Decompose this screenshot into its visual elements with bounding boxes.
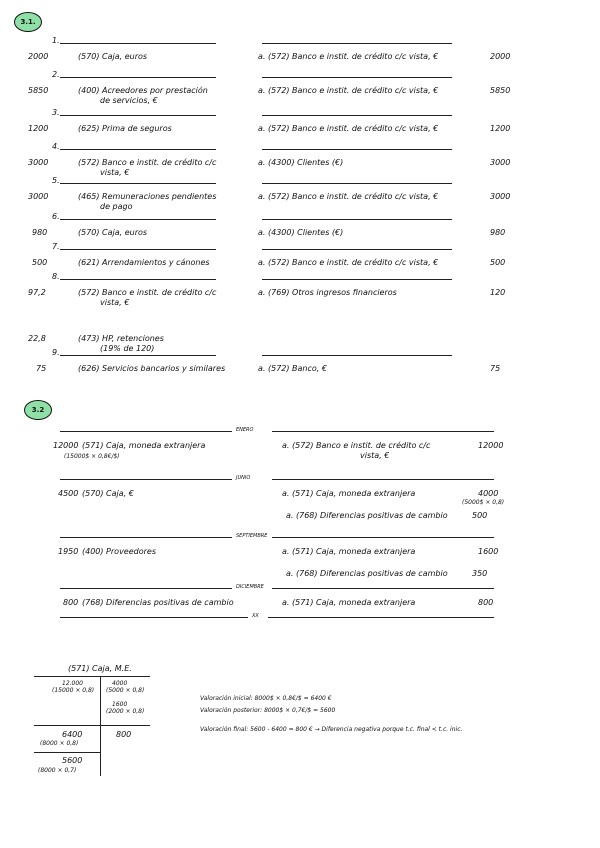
left-rule [60,219,216,220]
debit-account: (570) Caja, euros [78,52,148,61]
credit-amount: 1200 [490,124,511,133]
section-badge-3-1: 3.1. [14,12,42,32]
debit-amount: 5850 [28,86,49,95]
credit-account: a. (572) Banco e instit. de crédito c/c vista, € [258,258,439,267]
right-rule [262,249,452,250]
entry-number: 2. [52,70,60,79]
debit-account-cont: vista, € [100,168,130,177]
credit-amount-b: 350 [472,569,488,578]
entry-number: 6. [52,212,60,221]
debit-amount: 4500 [58,489,79,498]
credit-account: a. (4300) Clientes (€) [258,228,344,237]
debit-account: (400) Proveedores [82,547,156,556]
debit-amount: 12000 [53,441,79,450]
debit-account: (465) Remuneraciones pendientes [78,192,217,201]
debit-account-cont: de pago [100,202,133,211]
credit-amount: 75 [490,364,501,373]
section-badge-3-2: 3.2 [24,400,52,420]
separator-right [272,588,494,589]
note-later-valuation: Valoración posterior: 8000$ × 0,7€/$ = 5600 [200,707,336,714]
debit-amount: 980 [32,228,48,237]
debit-account: (400) Acreedores por prestación [78,86,208,95]
t-credit-2: 1600 [112,701,128,708]
separator-right [272,479,494,480]
debit-account: (626) Servicios bancarios y similares [78,364,226,373]
credit-account: a. (572) Banco, € [258,364,327,373]
debit-account: (768) Diferencias positivas de cambio [82,598,234,607]
credit-amount: 4000 [478,489,499,498]
left-rule [60,249,216,250]
note-final-valuation: Valoración final: 5600 - 6400 = 800 € → Diferencia negativa porque t.c. final < t.c. inic. [200,726,463,733]
debit-amount: 22,8 [28,334,46,343]
debit-account: (571) Caja, moneda extranjera [82,441,206,450]
t-debit-2: 6400 [62,730,83,739]
separator-left [60,588,232,589]
credit-amount: 800 [478,598,494,607]
credit-account: a. (572) Banco e instit. de crédito c/c [282,441,431,450]
right-rule [262,279,452,280]
debit-account-cont: vista, € [100,298,130,307]
right-rule [262,149,452,150]
right-rule [262,183,452,184]
separator-label: DICIEMBRE [236,584,264,590]
debit-amount: 500 [32,258,48,267]
entry-number: 7. [52,242,60,251]
separator-label: JUNIO [236,475,251,481]
t-credit-1: 4000 [112,680,128,687]
debit-account: (570) Caja, € [82,489,134,498]
credit-amount: 12000 [478,441,504,450]
t-debit-1: 12.000 [62,680,83,687]
credit-amount: 3000 [490,158,511,167]
t-debit-3-note: (8000 × 0,7) [38,767,77,774]
t-credit-1-note: (5000 × 0,8) [106,687,145,694]
entry-number: 1. [52,36,60,45]
debit-amount: 3000 [28,158,49,167]
separator-left [60,479,232,480]
credit-account: a. (769) Otros ingresos financieros [258,288,397,297]
t-debit-2-note: (8000 × 0,8) [40,740,79,747]
entry-number: 3. [52,108,60,117]
debit-account: (572) Banco e instit. de crédito c/c [78,288,217,297]
separator-right [272,431,494,432]
credit-amount: 2000 [490,52,511,61]
separator-label: SEPTIEMBRE [236,533,268,539]
debit-amount: 97,2 [28,288,46,297]
separator-left [60,431,232,432]
separator-left [60,537,232,538]
right-rule [262,43,452,44]
left-rule [60,77,216,78]
credit-account: a. (571) Caja, moneda extranjera [282,489,416,498]
note-initial-valuation: Valoración inicial: 8000$ × 0,8€/$ = 6400 € [200,695,332,702]
right-rule [262,115,452,116]
credit-account-b: a. (768) Diferencias positivas de cambio [286,511,448,520]
entry-number: 5. [52,176,60,185]
debit-amount: 1200 [28,124,49,133]
debit-amount: 800 [63,598,79,607]
credit-account: a. (571) Caja, moneda extranjera [282,598,416,607]
credit-account: a. (4300) Clientes (€) [258,158,344,167]
credit-account-cont: vista, € [360,451,390,460]
debit-account: (473) HP, retenciones [78,334,164,343]
left-rule [60,149,216,150]
credit-note: (5000$ × 0,8) [462,499,505,506]
debit-amount: 1950 [58,547,79,556]
separator-right [272,537,494,538]
credit-amount: 500 [490,258,506,267]
right-rule [262,355,452,356]
credit-account: a. (572) Banco e instit. de crédito c/c vista, € [258,192,439,201]
debit-account: (570) Caja, euros [78,228,148,237]
debit-amount: 3000 [28,192,49,201]
debit-account: (625) Prima de seguros [78,124,172,133]
debit-account-cont: de servicios, € [100,96,158,105]
debit-amount: 75 [36,364,47,373]
t-credit-3: 800 [116,730,132,739]
separator-left [60,617,248,618]
credit-account: a. (572) Banco e instit. de crédito c/c vista, € [258,52,439,61]
t-debit-3: 5600 [62,756,83,765]
left-rule [60,183,216,184]
debit-account-cont: (19% de 120) [100,344,155,353]
entry-number: 8. [52,272,60,281]
t-credit-2-note: (2000 × 0,8) [106,708,145,715]
right-rule [262,77,452,78]
credit-account-b: a. (768) Diferencias positivas de cambio [286,569,448,578]
credit-amount-b: 500 [472,511,488,520]
left-rule [60,43,216,44]
credit-amount: 120 [490,288,506,297]
debit-account: (572) Banco e instit. de crédito c/c [78,158,217,167]
t-account-title: (571) Caja, M.E. [68,664,132,673]
separator-label-end: XX [252,613,259,619]
credit-account: a. (572) Banco e instit. de crédito c/c vista, € [258,86,439,95]
debit-amount: 2000 [28,52,49,61]
credit-account: a. (572) Banco e instit. de crédito c/c vista, € [258,124,439,133]
credit-amount: 5850 [490,86,511,95]
credit-amount: 980 [490,228,506,237]
entry-number: 4. [52,142,60,151]
separator-right [268,617,494,618]
credit-account: a. (571) Caja, moneda extranjera [282,547,416,556]
t-debit-1-note: (15000 × 0,8) [52,687,95,694]
right-rule [262,219,452,220]
left-rule [60,355,216,356]
credit-amount: 1600 [478,547,499,556]
credit-amount: 3000 [490,192,511,201]
entry-number: 9. [52,348,60,357]
separator-label: ENERO [236,427,254,433]
debit-note: (15000$ × 0,8€/$) [64,453,120,460]
left-rule [60,115,216,116]
debit-account: (621) Arrendamientos y cánones [78,258,210,267]
left-rule [60,279,216,280]
